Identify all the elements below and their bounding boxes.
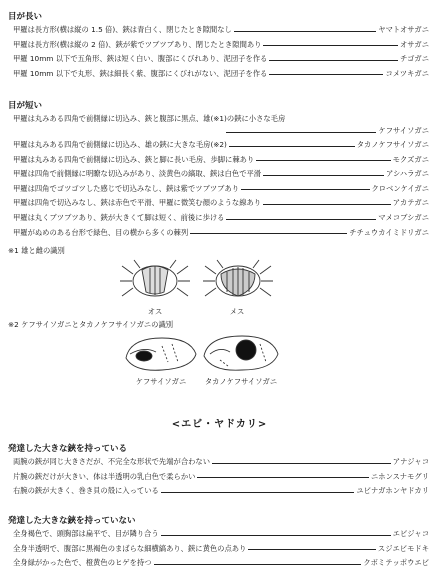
key-row: [13, 54, 429, 64]
key-row-species: アカテガニ: [392, 198, 429, 208]
note2-title: ※2 ケフサイソガニとタカノケフサイソガニの識別: [8, 320, 174, 329]
group1-heading: 目が長い: [8, 12, 43, 22]
key-row: [13, 457, 429, 467]
leader-line: [263, 45, 397, 46]
leader-line: [212, 463, 391, 464]
male-crab-underside-figure: [120, 256, 190, 306]
key-row-species: クボミテッポウエビ: [363, 558, 429, 567]
female-label: メス: [229, 307, 245, 316]
leader-line: [190, 233, 347, 234]
leader-line: [161, 492, 355, 493]
key-row-description: 甲羅は長方形(横は縦の 2 倍)、鋏が紫でツブツブあり、閉じたとき隙間あり: [13, 39, 262, 49]
group2-heading: 目が短い: [8, 101, 43, 111]
key-row: [13, 228, 429, 238]
leader-line: [197, 477, 369, 478]
key-row: [13, 40, 429, 50]
key-row-description: 全身褐色で、頭胸部は扁平で、目が隣り合う: [13, 529, 159, 538]
key-row-species: タカノケフサイソガニ: [356, 140, 429, 149]
key-row-species: アナジャコ: [392, 457, 429, 466]
key-row-species: モクズガニ: [392, 154, 429, 164]
key-row-species: チゴガニ: [400, 54, 429, 63]
leader-line: [154, 564, 362, 565]
key-row: [13, 169, 429, 179]
key-row-species: ニホンスナモグリ: [370, 471, 429, 481]
group3-heading: 発達した大きな鋏を持っている: [8, 444, 128, 454]
key-row: [13, 213, 429, 223]
key-row: [13, 472, 429, 482]
key-row-species: エビジャコ: [392, 529, 429, 538]
key-row-continuation: [13, 126, 429, 136]
key-row-species: マメコブシガニ: [378, 213, 429, 222]
key-row-description: 全身半透明で、腹部に黒褐色のまばらな細横縞あり、鋏に黄色の点あり: [13, 543, 247, 553]
key-row-description: 右腕の鋏が大きく、巻き貝の殻に入っている: [13, 486, 159, 495]
key-row-species: ヤマトオサガニ: [378, 25, 429, 34]
key-row-description: 片腕の鋏だけが大きい、体は半透明の乳白色で柔らかい: [13, 471, 196, 481]
key-row: [13, 155, 429, 165]
key-row-description: 甲羅は丸みある四角で前側縁に切込み、鋏と脚に長い毛房、歩脚に棘あり: [13, 154, 255, 164]
key-row: [13, 140, 429, 150]
key-row: [13, 198, 429, 208]
key-row-species: クロベンケイガニ: [371, 183, 429, 193]
key-row-description: 甲羅は長方形(横は縦の 1.5 倍)、鋏は青白く、閉じたとき隙間なし: [13, 25, 232, 34]
key-row: [13, 558, 429, 568]
key-row-species: ケフサイソガニ: [378, 126, 429, 135]
key-row-description: 甲羅は丸くブツブツあり、鋏が大きくて脚は短く、前後に歩ける: [13, 213, 225, 222]
takanokefusaisogani-claw-figure: [200, 332, 282, 374]
key-row-description: 全身緑がかった色で、橙黄色のヒゲを持つ: [13, 558, 152, 567]
key-row: [13, 114, 429, 124]
key-row: [13, 184, 429, 194]
key-row: [13, 529, 429, 539]
leader-line: [241, 189, 369, 190]
key-row-description: 甲羅は四角でゴツゴツした感じで切込みなし、鋏は紫でツブツブあり: [13, 183, 240, 193]
key-row-species: コメツキガニ: [385, 68, 429, 78]
leader-line: [263, 175, 384, 176]
note1-title: ※1 雄と雌の識別: [8, 246, 65, 255]
leader-line: [161, 535, 391, 536]
key-row-description: 両腕の鋏が同じ大きさだが、不完全な形状で先端が合わない: [13, 457, 211, 466]
key-row-species: オサガニ: [399, 39, 429, 49]
kefusaisogani-label: ケフサイソガニ: [135, 377, 187, 386]
key-row-species: アシハラガニ: [386, 169, 429, 179]
takanokefusaisogani-label: タカノケフサイソガニ: [204, 377, 278, 386]
leader-line: [234, 31, 376, 32]
leader-line: [226, 132, 376, 133]
key-row-species: スジエビモドキ: [377, 543, 429, 553]
leader-line: [229, 146, 355, 147]
kefusaisogani-claw-figure: [122, 332, 200, 374]
key-row-description: 甲羅は丸みある四角で前側縁に切込み、鋏と腹部に黒点、雄(※1)の鋏に小さな毛房: [13, 114, 286, 123]
key-row-description: 甲羅は四角で切込みなし、鋏は赤色で平滑、甲羅に微笑む顔のような線あり: [13, 198, 262, 208]
leader-line: [269, 74, 383, 75]
key-row-description: 甲羅は丸みある四角で前側縁に切込み、雄の鋏に大きな毛房(※2): [13, 140, 227, 149]
key-row-description: 甲羅 10mm 以下で丸形、鋏は細長く紫、腹部にくびれがない、泥団子を作る: [13, 68, 268, 78]
key-row: [13, 25, 429, 35]
key-row-description: 甲羅は四角で前側縁に明瞭な切込みがあり、淡黄色の縞取、鋏は白色で平滑: [13, 169, 262, 179]
group4-heading: 発達した大きな鋏を持っていない: [8, 516, 136, 526]
female-crab-underside-figure: [203, 256, 273, 306]
key-row-description: 甲羅 10mm 以下で五角形、鋏は短く白い、腹部にくびれあり、泥団子を作る: [13, 54, 268, 63]
leader-line: [269, 60, 398, 61]
key-row-description: 甲羅がぬめのある台形で緑色、目の横から多くの棘列: [13, 227, 189, 237]
section-title: <エビ・ヤドカリ>: [171, 419, 268, 430]
male-label: オス: [147, 307, 163, 316]
leader-line: [256, 160, 390, 161]
leader-line: [226, 219, 376, 220]
key-row-species: チチュウカイミドリガニ: [349, 227, 429, 237]
key-row: [13, 69, 429, 79]
key-row: [13, 544, 429, 554]
key-row-species: ユビナガホンヤドカリ: [356, 486, 429, 495]
leader-line: [248, 549, 376, 550]
key-row: [13, 486, 429, 496]
leader-line: [263, 204, 391, 205]
